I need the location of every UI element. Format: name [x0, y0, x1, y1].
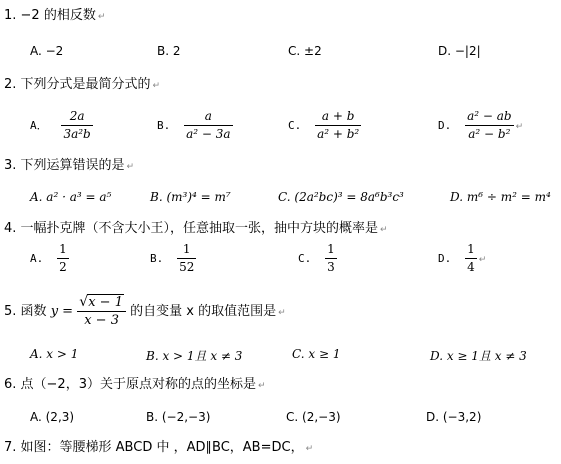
q3-option-c: C. (2a²bc)³ = 8a⁶b³c³: [278, 190, 404, 204]
q4-a-label: A.: [30, 252, 44, 265]
q5-option-b: B. x > 1且 x ≠ 3: [146, 349, 243, 363]
question-4-stem: 4. 一幅扑克牌（不含大小王），任意抽取一张，抽中方块的概率是 ↵: [4, 221, 388, 236]
q2-option-b: [157, 108, 233, 143]
q2-a-fraction: $\frac{2a}{\text{3a²b}}$: [63, 109, 91, 141]
question-2-stem: 2. 下列分式是最简分式的 ↵: [4, 77, 161, 92]
q2-d-label: D.: [438, 119, 452, 132]
q4-b-label: B.: [150, 252, 164, 265]
q2-option-c: [288, 108, 361, 143]
q2-option-a: [30, 108, 93, 143]
question-6-stem: 6. 点（−2，3）关于原点对称的点的坐标是 ↵: [4, 377, 266, 392]
q5-function-var: y =: [50, 304, 74, 319]
q1-option-c: C. ±2: [288, 44, 322, 58]
q4-c-fraction: $\frac{1}{3}$: [327, 242, 335, 274]
q5-option-c: C. x ≥ 1: [292, 347, 341, 361]
q2-b-label: B.: [157, 119, 171, 132]
q4-option-a: [30, 241, 69, 276]
q3-option-d: D. m⁶ ÷ m² = m⁴: [450, 190, 551, 204]
q6-option-c: C. (2,−3): [286, 410, 341, 424]
q2-c-label: C.: [288, 119, 302, 132]
q3-option-a: A. a² · a³ = a⁵: [30, 190, 112, 204]
q2-option-d: D. $\frac{\text{a² − ab}}{\text{a² − b²}}$ ↵: [438, 109, 524, 141]
question-5-stem: 5. 函数 y = √ x − 1 x − 3 的自变量 x 的取值范围是 ↵: [4, 294, 286, 328]
q2-d-fraction: $\frac{\text{a² − ab}}{\text{a² − b²}}$: [467, 109, 512, 141]
q6-option-d: D. (−3,2): [426, 410, 482, 424]
q4-d-fraction: $\frac{1}{4}$: [467, 242, 475, 274]
q2-a-label: A．: [30, 119, 48, 132]
q4-d-label: D.: [438, 252, 452, 265]
q5-option-a: A. x > 1: [30, 347, 79, 361]
q6-option-a: A. (2,3): [30, 410, 75, 424]
question-1-stem: 1. −2 的相反数 ↵: [4, 8, 106, 23]
q2-b-fraction: $\frac{a}{\text{a² − 3a}}$: [186, 109, 231, 141]
q4-option-d: D. $\frac{1}{4}$ ↵: [438, 242, 487, 274]
q4-option-b: [150, 241, 196, 276]
q4-option-c: [298, 241, 337, 276]
q5-fraction: √ x − 1 x − 3: [77, 294, 126, 329]
q2-c-fraction: $\frac{a + b}{\text{a² + b²}}$: [317, 109, 360, 141]
q6-option-b: B. (−2,−3): [146, 410, 211, 424]
q4-b-fraction: $\frac{1}{52}$: [179, 242, 195, 274]
q1-option-d: D. −|2|: [438, 44, 481, 58]
q4-a-fraction: $\frac{1}{2}$: [59, 242, 67, 274]
q1-option-b: B. 2: [157, 44, 181, 58]
question-7-stem: 7. 如图：等腰梯形 ABCD 中 ，AD∥BC，AB=DC， ↵: [4, 440, 314, 455]
q3-option-b: B. (m³)⁴ = m⁷: [150, 190, 231, 204]
question-3-stem: 3. 下列运算错误的是 ↵: [4, 158, 135, 173]
q1-option-a: A. −2: [30, 44, 64, 58]
q5-option-d: D. x ≥ 1且 x ≠ 3: [430, 349, 527, 363]
q4-c-label: C.: [298, 252, 312, 265]
